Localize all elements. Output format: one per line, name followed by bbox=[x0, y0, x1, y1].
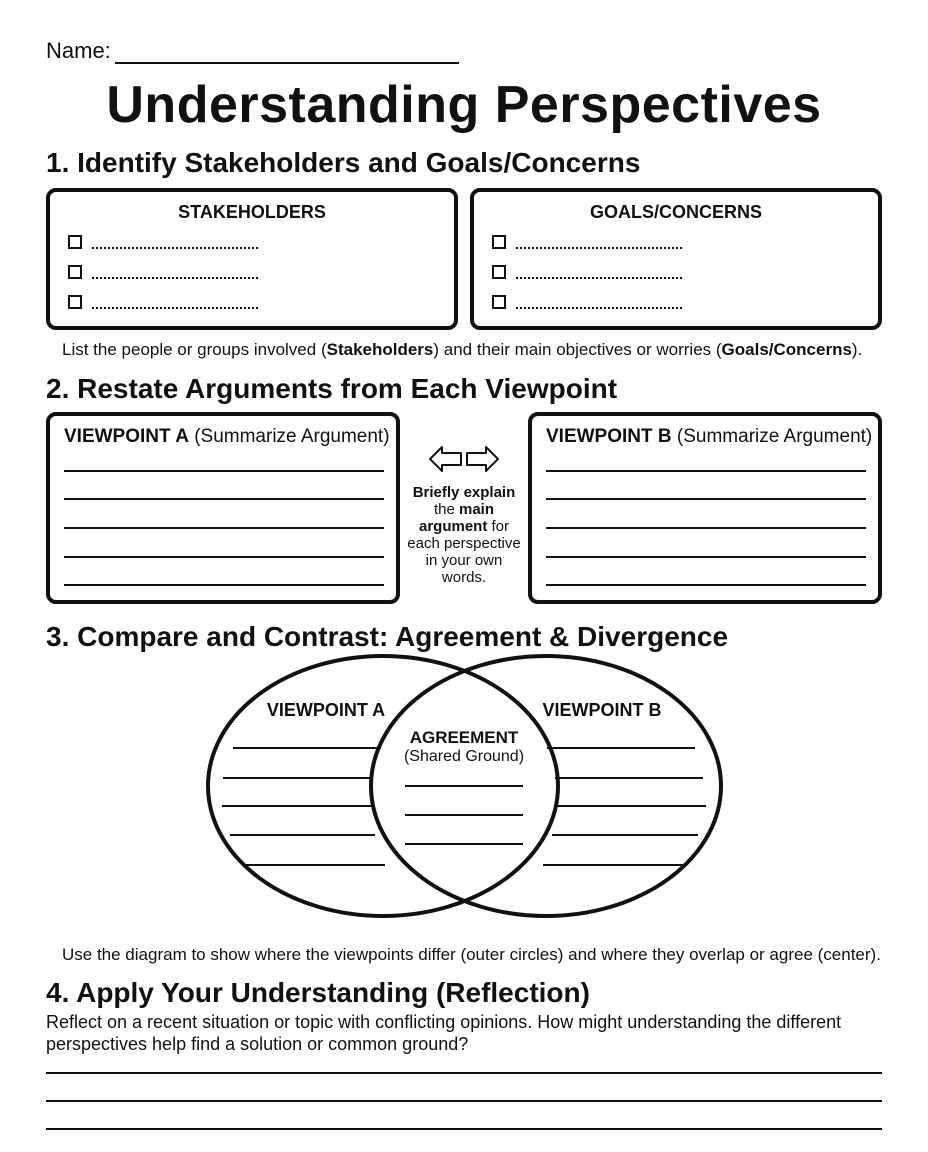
answer-line[interactable] bbox=[546, 527, 866, 529]
double-arrow-icon bbox=[428, 444, 500, 474]
note-text: in your own bbox=[425, 552, 503, 569]
name-label: Name: bbox=[46, 38, 111, 63]
section3-heading: 3. Compare and Contrast: Agreement & Divergence bbox=[46, 621, 729, 652]
viewpoint-a-header bbox=[64, 426, 396, 448]
answer-line[interactable] bbox=[64, 556, 384, 558]
section1-heading: 1. Identify Stakeholders and Goals/Concerns bbox=[46, 147, 641, 178]
dotted-answer-line[interactable] bbox=[92, 265, 258, 279]
dotted-answer-line[interactable] bbox=[92, 235, 258, 249]
checkbox[interactable] bbox=[68, 295, 82, 309]
viewpoint-a-instruction: (Summarize Argument) bbox=[188, 426, 390, 447]
stakeholders-box bbox=[46, 188, 458, 330]
dotted-answer-line[interactable] bbox=[92, 295, 258, 309]
name-row bbox=[46, 38, 459, 64]
venn-center-sublabel: (Shared Ground) bbox=[403, 748, 525, 765]
goal-item bbox=[492, 227, 878, 257]
caption-bold: Goals/Concerns bbox=[721, 340, 852, 359]
answer-line[interactable] bbox=[546, 470, 866, 472]
answer-line[interactable] bbox=[546, 556, 866, 558]
caption-text: ). bbox=[851, 340, 863, 359]
section1-caption bbox=[62, 339, 862, 361]
reflection-answer-line[interactable] bbox=[46, 1100, 882, 1102]
viewpoint-b-header bbox=[546, 426, 878, 448]
reflection-prompt: Reflect on a recent situation or topic with conflicting opinions. How might understanding the different perspectives help find a solution or common ground? bbox=[46, 1012, 842, 1054]
checkbox[interactable] bbox=[68, 265, 82, 279]
goal-item bbox=[492, 287, 878, 317]
name-input-line[interactable] bbox=[115, 40, 459, 64]
viewpoint-b-label: VIEWPOINT B bbox=[546, 426, 672, 447]
viewpoint-b-box bbox=[528, 412, 882, 604]
venn-left-label: VIEWPOINT A bbox=[266, 700, 386, 720]
answer-line[interactable] bbox=[64, 527, 384, 529]
note-text: for bbox=[487, 518, 510, 535]
section4-heading: 4. Apply Your Understanding (Reflection) bbox=[46, 977, 590, 1008]
viewpoint-a-label: VIEWPOINT A bbox=[64, 426, 189, 447]
venn-center-label: AGREEMENT bbox=[409, 728, 519, 747]
stakeholders-label: STAKEHOLDERS bbox=[178, 202, 326, 222]
dotted-answer-line[interactable] bbox=[516, 235, 682, 249]
caption-text: List the people or groups involved ( bbox=[62, 340, 327, 359]
stakeholder-item bbox=[68, 257, 454, 287]
stakeholder-item bbox=[68, 287, 454, 317]
note-text: Briefly explain bbox=[412, 484, 516, 501]
note-text: main bbox=[459, 501, 495, 518]
answer-line[interactable] bbox=[64, 470, 384, 472]
venn-diagram bbox=[0, 640, 928, 940]
section2-center-note bbox=[404, 484, 524, 586]
dotted-answer-line[interactable] bbox=[516, 265, 682, 279]
checkbox[interactable] bbox=[492, 295, 506, 309]
answer-line[interactable] bbox=[64, 584, 384, 586]
answer-line[interactable] bbox=[546, 498, 866, 500]
venn-right-label: VIEWPOINT B bbox=[542, 700, 662, 720]
viewpoint-b-instruction: (Summarize Argument) bbox=[671, 426, 873, 447]
viewpoint-a-box bbox=[46, 412, 400, 604]
section3-caption: Use the diagram to show where the viewpoints differ (outer circles) and where they overlap or agree (center). bbox=[62, 945, 881, 964]
dotted-answer-line[interactable] bbox=[516, 295, 682, 309]
goal-item bbox=[492, 257, 878, 287]
answer-line[interactable] bbox=[64, 498, 384, 500]
note-text: words. bbox=[441, 569, 487, 586]
stakeholder-item bbox=[68, 227, 454, 257]
note-text: each perspective bbox=[407, 535, 521, 552]
checkbox[interactable] bbox=[492, 265, 506, 279]
reflection-answer-line[interactable] bbox=[46, 1072, 882, 1074]
answer-line[interactable] bbox=[546, 584, 866, 586]
checkbox[interactable] bbox=[68, 235, 82, 249]
caption-bold: Stakeholders bbox=[326, 340, 434, 359]
reflection-answer-line[interactable] bbox=[46, 1128, 882, 1130]
note-text: the bbox=[433, 501, 459, 518]
checkbox[interactable] bbox=[492, 235, 506, 249]
goals-box bbox=[470, 188, 882, 330]
caption-text: ) and their main objectives or worries ( bbox=[433, 340, 722, 359]
note-text: argument bbox=[418, 518, 488, 535]
section2-heading: 2. Restate Arguments from Each Viewpoint bbox=[46, 373, 618, 404]
page-title: Understanding Perspectives bbox=[106, 76, 822, 134]
goals-label: GOALS/CONCERNS bbox=[589, 202, 762, 222]
